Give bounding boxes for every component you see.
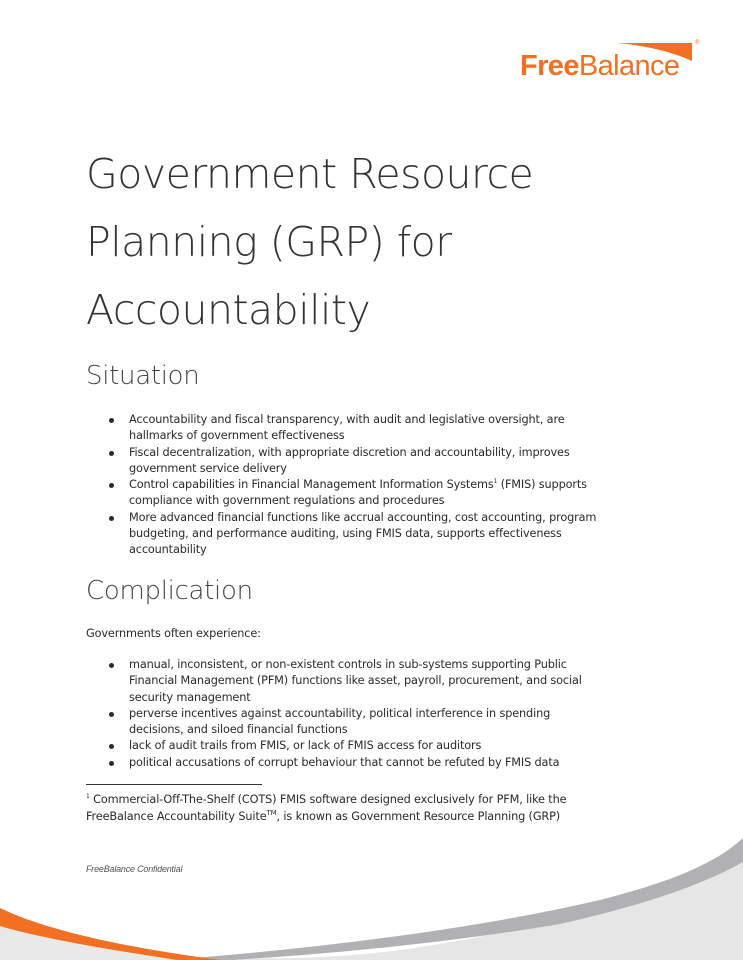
bullet-icon: [109, 483, 114, 488]
footnote-marker: 1: [86, 793, 90, 800]
title-line: Government Resource: [86, 150, 534, 198]
list-item: [108, 412, 608, 445]
footnote-divider: [86, 784, 262, 785]
list-item-text: political accusations of corrupt behaviour that cannot be refuted by FMIS data: [129, 755, 560, 769]
list-item: [108, 510, 608, 559]
footnote-text: Commercial-Off-The-Shelf (COTS) FMIS software designed exclusively for PFM, like the FreeBalance Accountability Suite: [86, 793, 567, 823]
list-item-text-part: (FMIS) supports compliance with government regulations and procedures: [129, 478, 587, 508]
list-item-text: Fiscal decentralization, with appropriate discretion and accountability, improves government service delivery: [129, 445, 570, 475]
title-line: Planning (GRP) for: [86, 218, 452, 266]
bullet-icon: [109, 663, 114, 668]
complication-intro: Governments often experience:: [86, 627, 261, 640]
logo-text-free: Free: [520, 50, 579, 82]
list-item: [108, 477, 608, 510]
bullet-icon: [109, 418, 114, 423]
situation-bullet-list: [108, 412, 608, 559]
list-item-text: Accountability and fiscal transparency, with audit and legislative oversight, are hallmarks of government effectiveness: [129, 413, 565, 443]
footer-swoosh-decoration: [0, 820, 743, 960]
list-item-text: More advanced financial functions like accrual accounting, cost accounting, program budgeting, and performance auditing, using FMIS data, supports effectiveness accountability: [129, 510, 597, 557]
section-heading-situation: Situation: [86, 361, 200, 391]
bullet-icon: [109, 761, 114, 766]
list-item-text: manual, inconsistent, or non-existent controls in sub-systems supporting Public Financial Management (PFM) functions like asset, payroll, procurement, and social security management: [129, 658, 582, 704]
trademark-mark: TM: [266, 808, 277, 817]
list-item: [108, 657, 608, 706]
bullet-icon: [109, 516, 114, 521]
footnote-text: , is known as Government Resource Planning (GRP): [276, 809, 561, 823]
bullet-icon: [109, 712, 114, 717]
list-item-text: perverse incentives against accountability, political interference in spending decisions, and siloed financial functions: [129, 706, 551, 737]
list-item: [108, 738, 608, 754]
list-item-text: lack of audit trails from FMIS, or lack of FMIS access for auditors: [129, 739, 482, 753]
logo-wordmark: [520, 49, 679, 83]
title-line: Accountability: [86, 286, 371, 334]
list-item: [108, 755, 608, 771]
list-item-text: [129, 478, 587, 507]
logo-text-balance: Balance: [578, 50, 680, 82]
list-item-text-part: Control capabilities in Financial Management Information Systems: [129, 478, 494, 492]
section-heading-complication: Complication: [86, 576, 253, 606]
bullet-icon: [109, 451, 114, 456]
registered-mark: ®: [695, 40, 700, 46]
list-item: [108, 445, 608, 478]
confidential-label: FreeBalance Confidential: [86, 864, 183, 874]
list-item: [108, 706, 608, 739]
complication-bullet-list: [108, 657, 608, 771]
freebalance-logo: [518, 40, 703, 85]
page-title: [86, 140, 606, 344]
footnote-reference[interactable]: 1: [493, 478, 498, 486]
bullet-icon: [109, 744, 114, 749]
